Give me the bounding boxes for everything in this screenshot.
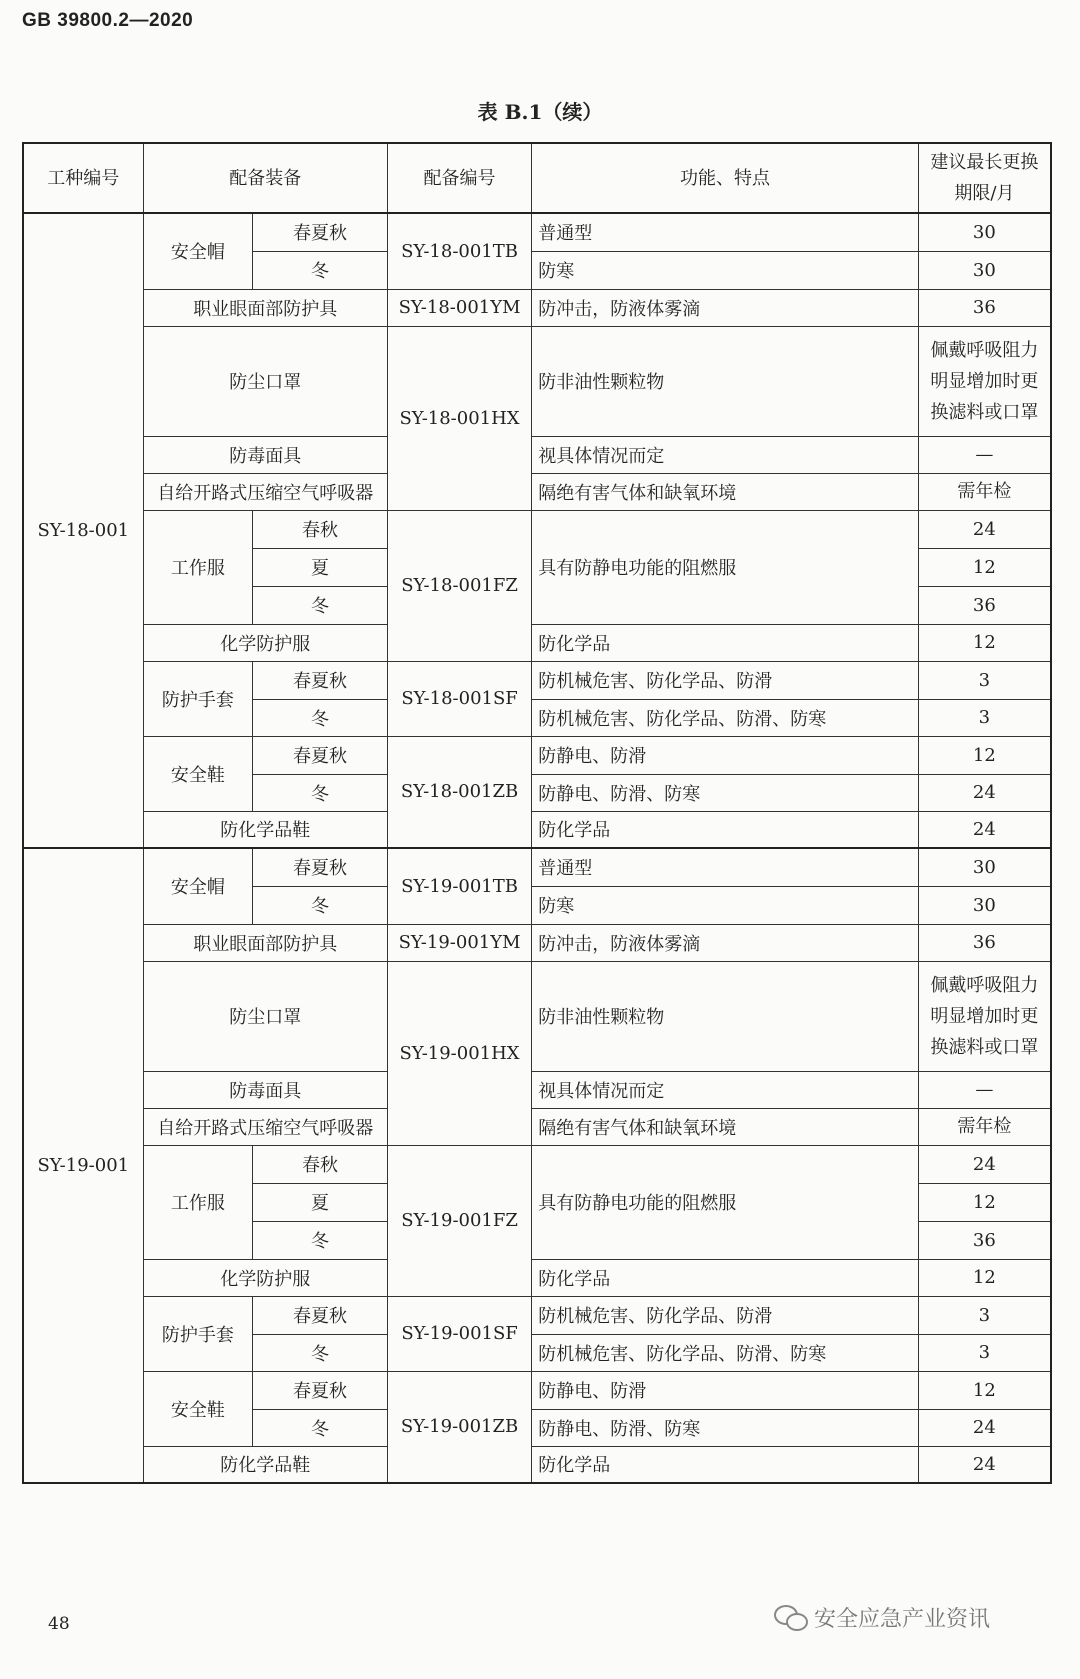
- replacement-limit-cell: 需年检: [918, 1108, 1051, 1145]
- season-cell: 冬: [253, 586, 388, 624]
- season-cell: 春夏秋: [253, 848, 388, 886]
- function-cell: 防静电、防滑: [532, 736, 919, 774]
- table-caption: 表 B.1（续）: [477, 100, 603, 124]
- equipment-cell: 化学防护服: [143, 1259, 387, 1296]
- function-cell: 防静电、防滑、防寒: [532, 774, 919, 811]
- replacement-limit-cell: 24: [918, 510, 1051, 548]
- function-cell: 隔绝有害气体和缺氧环境: [532, 473, 919, 510]
- replacement-limit-cell: 36: [918, 924, 1051, 961]
- replacement-limit-cell: 12: [918, 1259, 1051, 1296]
- function-cell: 防机械危害、防化学品、防滑: [532, 661, 919, 699]
- replacement-limit-cell: 12: [918, 624, 1051, 661]
- header-job-code: 工种编号: [23, 143, 143, 213]
- function-cell: 防冲击，防液体雾滴: [532, 924, 919, 961]
- replacement-limit-cell: 3: [918, 661, 1051, 699]
- equipment-cell: 防毒面具: [143, 436, 387, 473]
- table-row: [23, 661, 1051, 699]
- equipment-cell: 防尘口罩: [143, 961, 387, 1071]
- equipment-cell: 防化学品鞋: [143, 1446, 387, 1483]
- function-cell: 防化学品: [532, 624, 919, 661]
- function-cell: 隔绝有害气体和缺氧环境: [532, 1108, 919, 1145]
- replacement-limit-cell: 36: [918, 289, 1051, 326]
- equipment-cell: 防尘口罩: [143, 326, 387, 436]
- table-row: [23, 1259, 1051, 1296]
- equipment-cell: 工作服: [143, 1145, 253, 1259]
- equipment-cell: 安全帽: [143, 848, 253, 924]
- table-row: [23, 1371, 1051, 1409]
- table-row: [23, 811, 1051, 848]
- replacement-limit-cell: 3: [918, 1296, 1051, 1334]
- function-cell: 普通型: [532, 213, 919, 251]
- replacement-limit-cell: 24: [918, 811, 1051, 848]
- season-cell: 冬: [253, 251, 388, 289]
- equipment-cell: 自给开路式压缩空气呼吸器: [143, 1108, 387, 1145]
- table-row: [23, 961, 1051, 1071]
- replacement-limit-cell: 3: [918, 699, 1051, 736]
- replacement-limit-cell: 24: [918, 1446, 1051, 1483]
- replacement-limit-cell: 佩戴呼吸阻力明显增加时更换滤料或口罩: [918, 326, 1051, 436]
- replacement-limit-cell: 佩戴呼吸阻力明显增加时更换滤料或口罩: [918, 961, 1051, 1071]
- table-row: [23, 289, 1051, 326]
- replacement-limit-cell: 36: [918, 586, 1051, 624]
- replacement-limit-cell: 12: [918, 1183, 1051, 1221]
- equipment-code-cell: SY-19-001TB: [387, 848, 531, 924]
- replacement-limit-cell: 30: [918, 886, 1051, 924]
- equipment-cell: 防化学品鞋: [143, 811, 387, 848]
- job-code-cell: SY-18-001: [23, 213, 143, 848]
- table-row: [23, 1145, 1051, 1183]
- equipment-code-cell: SY-19-001HX: [387, 961, 531, 1145]
- function-cell: 防机械危害、防化学品、防滑、防寒: [532, 699, 919, 736]
- equipment-cell: 安全帽: [143, 213, 253, 289]
- function-cell: 防非油性颗粒物: [532, 961, 919, 1071]
- replacement-limit-cell: 12: [918, 548, 1051, 586]
- replacement-limit-cell: —: [918, 436, 1051, 473]
- replacement-limit-cell: 12: [918, 1371, 1051, 1409]
- function-cell: 具有防静电功能的阻燃服: [532, 1145, 919, 1259]
- watermark: [774, 1602, 990, 1633]
- equipment-cell: 职业眼面部防护具: [143, 924, 387, 961]
- table-body: [23, 213, 1051, 1483]
- replacement-limit-cell: 36: [918, 1221, 1051, 1259]
- replacement-limit-cell: 24: [918, 774, 1051, 811]
- function-cell: 防机械危害、防化学品、防滑、防寒: [532, 1334, 919, 1371]
- equipment-cell: 防护手套: [143, 1296, 253, 1371]
- function-cell: 视具体情况而定: [532, 436, 919, 473]
- season-cell: 春秋: [253, 1145, 388, 1183]
- document-code: GB 39800.2—2020: [22, 10, 194, 31]
- wechat-icon: [774, 1605, 808, 1631]
- function-cell: 具有防静电功能的阻燃服: [532, 510, 919, 624]
- equipment-cell: 防毒面具: [143, 1071, 387, 1108]
- replacement-limit-cell: 24: [918, 1145, 1051, 1183]
- table-row: [23, 213, 1051, 251]
- function-cell: 防化学品: [532, 1259, 919, 1296]
- watermark-text: 安全应急产业资讯: [814, 1607, 991, 1632]
- season-cell: 春夏秋: [253, 661, 388, 699]
- equipment-code-cell: SY-18-001HX: [387, 326, 531, 510]
- equipment-code-cell: SY-19-001YM: [387, 924, 531, 961]
- table-row: [23, 510, 1051, 548]
- replacement-limit-cell: 需年检: [918, 473, 1051, 510]
- function-cell: 普通型: [532, 848, 919, 886]
- season-cell: 春夏秋: [253, 1296, 388, 1334]
- season-cell: 冬: [253, 1409, 388, 1446]
- table-row: [23, 1446, 1051, 1483]
- season-cell: 春夏秋: [253, 1371, 388, 1409]
- equipment-code-cell: SY-18-001SF: [387, 661, 531, 736]
- equipment-table: [22, 142, 1052, 1484]
- equipment-cell: 职业眼面部防护具: [143, 289, 387, 326]
- equipment-cell: 安全鞋: [143, 1371, 253, 1446]
- season-cell: 冬: [253, 699, 388, 736]
- function-cell: 视具体情况而定: [532, 1071, 919, 1108]
- table-row: [23, 848, 1051, 886]
- table-row: [23, 624, 1051, 661]
- equipment-code-cell: SY-18-001FZ: [387, 510, 531, 661]
- replacement-limit-cell: 30: [918, 213, 1051, 251]
- header-equipment-code: 配备编号: [387, 143, 531, 213]
- replacement-limit-cell: 24: [918, 1409, 1051, 1446]
- header-function: 功能、特点: [532, 143, 919, 213]
- season-cell: 春秋: [253, 510, 388, 548]
- table-row: [23, 1296, 1051, 1334]
- season-cell: 冬: [253, 886, 388, 924]
- season-cell: 春夏秋: [253, 213, 388, 251]
- page-number: 48: [48, 1614, 70, 1634]
- equipment-cell: 自给开路式压缩空气呼吸器: [143, 473, 387, 510]
- equipment-code-cell: SY-19-001SF: [387, 1296, 531, 1371]
- equipment-code-cell: SY-18-001ZB: [387, 736, 531, 848]
- job-code-cell: SY-19-001: [23, 848, 143, 1483]
- function-cell: 防静电、防滑、防寒: [532, 1409, 919, 1446]
- function-cell: 防机械危害、防化学品、防滑: [532, 1296, 919, 1334]
- table-row: [23, 1108, 1051, 1145]
- function-cell: 防非油性颗粒物: [532, 326, 919, 436]
- equipment-code-cell: SY-18-001TB: [387, 213, 531, 289]
- header-equipment: 配备装备: [143, 143, 387, 213]
- equipment-cell: 工作服: [143, 510, 253, 624]
- table-header-row: [23, 143, 1051, 213]
- season-cell: 冬: [253, 1221, 388, 1259]
- season-cell: 冬: [253, 774, 388, 811]
- equipment-cell: 安全鞋: [143, 736, 253, 811]
- table-row: [23, 326, 1051, 436]
- equipment-cell: 防护手套: [143, 661, 253, 736]
- replacement-limit-cell: 12: [918, 736, 1051, 774]
- function-cell: 防化学品: [532, 811, 919, 848]
- table-row: [23, 736, 1051, 774]
- season-cell: 夏: [253, 548, 388, 586]
- equipment-code-cell: SY-19-001ZB: [387, 1371, 531, 1483]
- function-cell: 防寒: [532, 886, 919, 924]
- function-cell: 防静电、防滑: [532, 1371, 919, 1409]
- equipment-code-cell: SY-18-001YM: [387, 289, 531, 326]
- replacement-limit-cell: —: [918, 1071, 1051, 1108]
- function-cell: 防寒: [532, 251, 919, 289]
- season-cell: 春夏秋: [253, 736, 388, 774]
- season-cell: 夏: [253, 1183, 388, 1221]
- replacement-limit-cell: 30: [918, 251, 1051, 289]
- equipment-cell: 化学防护服: [143, 624, 387, 661]
- table-row: [23, 436, 1051, 473]
- equipment-code-cell: SY-19-001FZ: [387, 1145, 531, 1296]
- replacement-limit-cell: 30: [918, 848, 1051, 886]
- table-row: [23, 1071, 1051, 1108]
- function-cell: 防化学品: [532, 1446, 919, 1483]
- table-row: [23, 473, 1051, 510]
- season-cell: 冬: [253, 1334, 388, 1371]
- table-row: [23, 924, 1051, 961]
- header-replacement-limit: 建议最长更换期限/月: [918, 143, 1051, 213]
- replacement-limit-cell: 3: [918, 1334, 1051, 1371]
- function-cell: 防冲击，防液体雾滴: [532, 289, 919, 326]
